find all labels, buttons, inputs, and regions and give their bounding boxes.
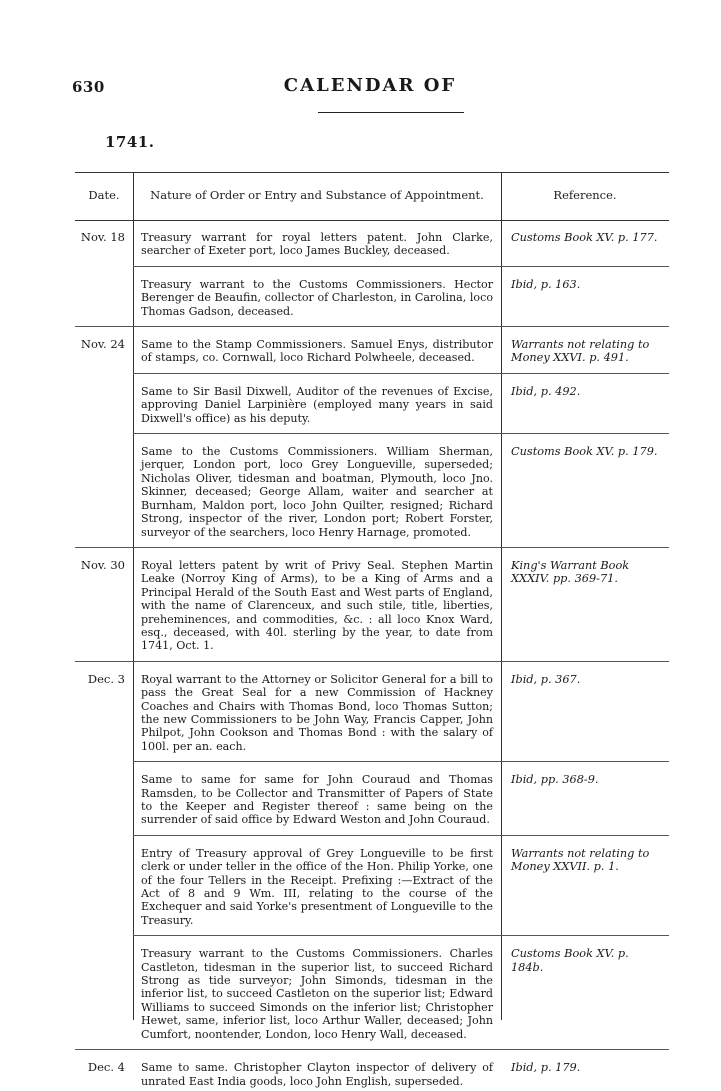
table-row: [75, 338, 669, 365]
entry-text: Same to Sir Basil Dixwell, Auditor of the revenues of Excise, approving Daniel Larpinière (employed many years in said Dixwell's office) as his deputy.: [141, 384, 493, 425]
entry-separator: [133, 761, 669, 762]
entry-date: Dec. 3: [87, 671, 125, 686]
entry-separator: [75, 547, 669, 548]
entry-text: Royal letters patent by writ of Privy Seal. Stephen Martin Leake (Norroy King of Arms), to be a King of Arms and a Principal Herald of the South East and West parts of England, with the name of Clarenceux, and such stile, title, liberties, preheminences, and commodities, &c. : all loco Knox Ward, esq., deceased, with 40l. sterling by the year, to date from 1741, Oct. 1.: [141, 558, 493, 653]
table-row: [75, 1061, 669, 1088]
calendar-table: [75, 172, 669, 1088]
entry-separator: [75, 326, 669, 327]
entry-reference: Ibid, p. 179.: [511, 1061, 581, 1075]
entry-text: Same to same. Christopher Clayton inspector of delivery of unrated East India goods, loco John English, superseded.: [141, 1061, 493, 1088]
table-row: [75, 559, 669, 653]
year-heading: 1741.: [105, 133, 155, 151]
entry-separator: [133, 373, 669, 374]
entry-text: Royal warrant to the Attorney or Solicitor General for a bill to pass the Great Seal for a new Commission of Hackney Coaches and Chairs with Thomas Bond, loco Thomas Sutton; the new Commissioners to be John Way, Francis Capper, John Philpot, John Cookson and Thomas Bond : with the salary of 100l. per an. each.: [141, 672, 493, 753]
entry-text: Treasury warrant to the Customs Commissioners. Hector Berenger de Beaufin, collector of Charleston, in Carolina, loco Thomas Gadson, deceased.: [141, 277, 493, 318]
entry-date: Nov. 30: [80, 557, 125, 572]
entry-reference: Customs Book XV. p. 179.: [511, 445, 658, 459]
running-head: CALENDAR OF: [283, 75, 457, 96]
table-top-rule: [75, 172, 669, 173]
entry-reference: Ibid, p. 163.: [511, 277, 581, 291]
entry-text: Same to same for same for John Couraud and Thomas Ramsden, to be Collector and Transmitter of Papers of State to the Keeper and Register thereof : same being on the surrender of said office by Edward Weston and John Couraud.: [141, 773, 493, 827]
entry-separator: [75, 1049, 669, 1050]
table-row: [75, 947, 669, 1041]
table-row: [75, 445, 669, 539]
entry-reference: Warrants not relating to Money XXVI. p. 491.: [511, 338, 650, 365]
entry-text: Treasury warrant to the Customs Commissioners. Charles Castleton, tidesman in the superior list, to succeed Richard Strong as tide surveyor; John Simonds, tidesman in the inferior list, to succeed Castleton on the superior list; Edward Williams to succeed Simonds on the inferior list; Christopher Hewet, same, inferior list, loco Arthur Waller, deceased; John Cumfort, noontender, London, loco Henry Wall, deceased.: [141, 947, 493, 1041]
entry-separator: [133, 433, 669, 434]
table-row: [75, 278, 669, 318]
entry-separator: [133, 935, 669, 936]
column-header-nature: Nature of Order or Entry and Substance of Appointment.: [150, 188, 484, 202]
entry-separator: [75, 661, 669, 662]
entry-reference: Warrants not relating to Money XXVII. p. 1.: [511, 846, 650, 874]
entry-reference: Customs Book XV. p. 177.: [511, 231, 658, 244]
page-number: 630: [72, 78, 105, 96]
entry-text: Same to the Stamp Commissioners. Samuel Enys, distributor of stamps, co. Cornwall, loco Richard Polwheele, deceased.: [141, 338, 493, 365]
entry-text: Same to the Customs Commissioners. William Sherman, jerquer, London port, loco Grey Longueville, superseded; Nicholas Oliver, tidesman and boatman, Plymouth, loco Jno. Skinner, deceased; George Allam, waiter and searcher at Burnham, Maldon port, loco John Quilter, resigned; Richard Strong, inspector of the river, London port; Robert Forster, surveyor of the searchers, loco Henry Harnage, promoted.: [141, 445, 493, 539]
entry-date: Nov. 24: [80, 337, 125, 352]
entry-reference: Ibid, p. 367.: [511, 672, 581, 686]
entry-separator: [133, 835, 669, 836]
entries-list: [75, 220, 669, 1088]
entry-text: Treasury warrant for royal letters patent. John Clarke, searcher of Exeter port, loco James Buckley, deceased.: [141, 231, 493, 258]
entry-reference: Customs Book XV. p. 184b.: [511, 947, 629, 974]
table-row: [75, 231, 669, 258]
entry-reference: Ibid, pp. 368-9.: [511, 773, 599, 787]
table-row: [75, 773, 669, 827]
entry-date: Dec. 4: [87, 1060, 125, 1075]
header-rule: [318, 112, 464, 113]
entry-text: Entry of Treasury approval of Grey Longueville to be first clerk or under teller in the office of the Hon. Philip Yorke, one of the four Tellers in the Receipt. Prefixing :—Extract of the Act of 8 and 9 Wm. III, relating to the course of the Exchequer and said Yorke's presentment of Longueville to the Treasury.: [141, 846, 493, 927]
table-row: [75, 385, 669, 425]
entry-separator: [133, 266, 669, 267]
entry-reference: King's Warrant Book XXXIV. pp. 369-71.: [511, 558, 630, 586]
entry-reference: Ibid, p. 492.: [511, 384, 581, 398]
column-header-reference: Reference.: [553, 188, 617, 202]
column-header-date: Date.: [88, 188, 120, 202]
table-row: [75, 847, 669, 927]
entry-date: Nov. 18: [80, 230, 125, 244]
table-row: [75, 673, 669, 753]
